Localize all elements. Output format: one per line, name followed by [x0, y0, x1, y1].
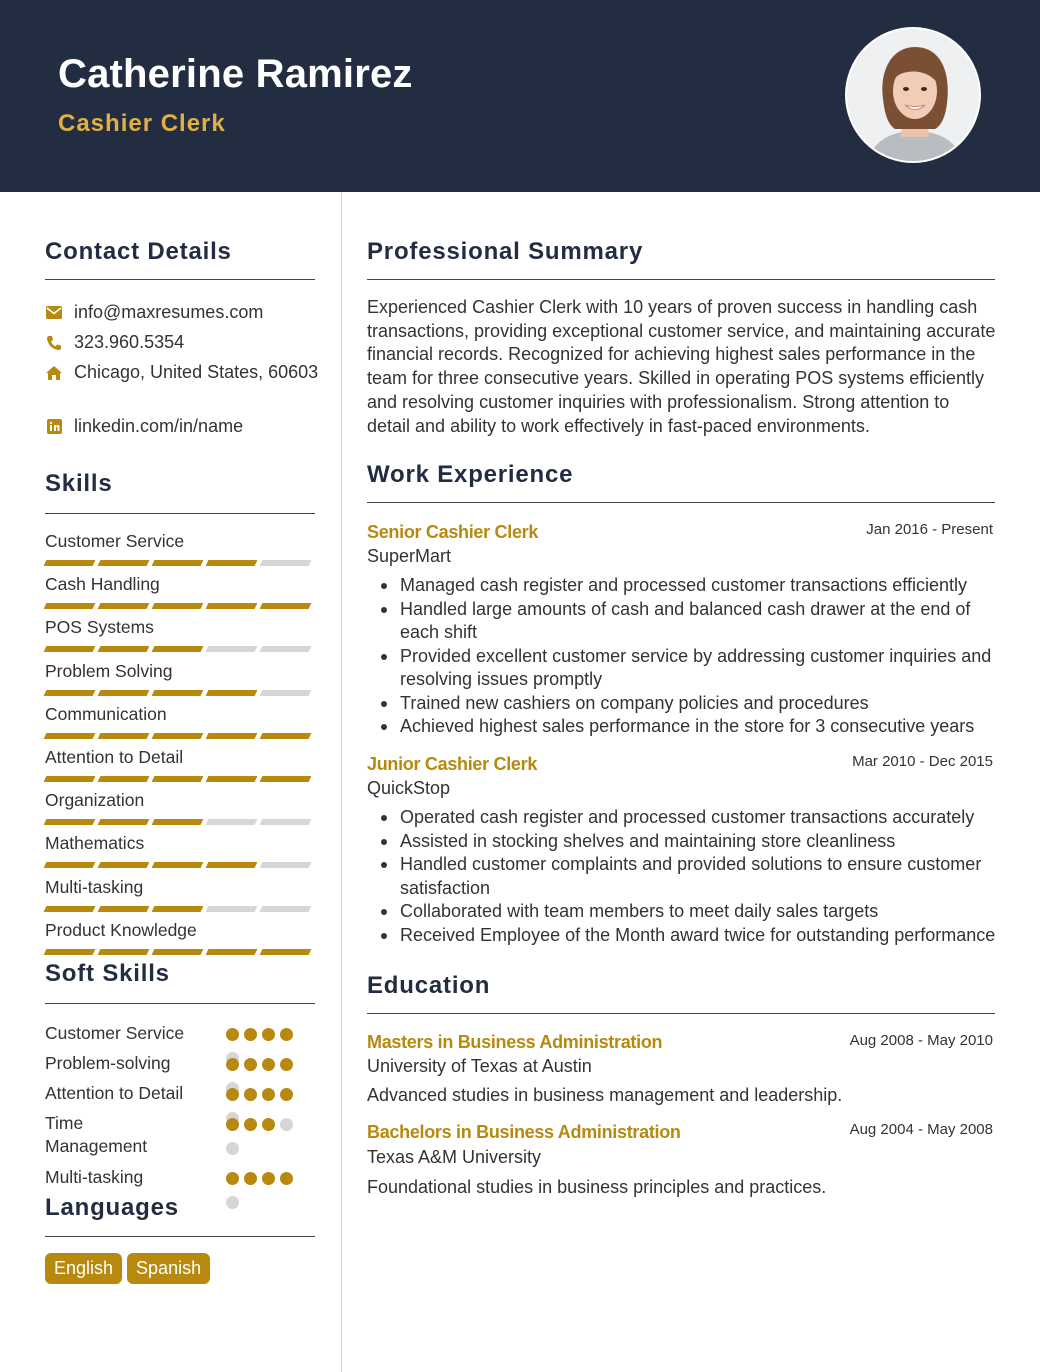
job-bullet: Trained new cashiers on company policies and procedures — [367, 692, 997, 716]
skill-level-segment — [98, 603, 150, 609]
skill-level-segment — [98, 776, 150, 782]
job-role: Senior Cashier Clerk — [367, 522, 539, 542]
skill-level-segment — [152, 560, 204, 566]
skill-level-segment — [152, 603, 204, 609]
job-bullet: Achieved highest sales performance in the store for 3 consecutive years — [367, 715, 997, 739]
skill-level-segment — [44, 733, 96, 739]
skill-item — [45, 920, 315, 955]
skill-level-segment — [152, 862, 204, 868]
skill-level-segment — [98, 690, 150, 696]
job-bullet: Operated cash register and processed customer transactions accurately — [367, 806, 997, 830]
skill-name: POS Systems — [45, 617, 154, 638]
skill-level-segment — [206, 646, 258, 652]
skill-level-segment — [44, 819, 96, 825]
degree-title: Masters in Business Administration — [367, 1032, 663, 1052]
degree-dates: Aug 2004 - May 2008 — [849, 1121, 993, 1138]
degree-description: Advanced studies in business management and leadership. — [367, 1085, 843, 1105]
job-bullet: Received Employee of the Month award twice for outstanding performance — [367, 924, 997, 948]
soft-skill-name: Problem-solving — [45, 1053, 171, 1073]
skill-item — [45, 617, 315, 652]
home-icon — [45, 364, 63, 382]
skill-item — [45, 574, 315, 609]
summary-text: Experienced Cashier Clerk with 10 years of proven success in handling cash transactions, providing exceptional customer service, and maintaining accurate financial records. Recognized for achieving highest sales performance in the team for three consecutive years. Skilled in operating POS systems efficiently and resolving customer inquiries with professionalism. Strong attention to detail and ability to work effectively in fast-paced environments. — [367, 297, 996, 436]
skill-level-segment — [260, 819, 312, 825]
skill-level-segment — [206, 949, 258, 955]
contact-email-text: info@maxresumes.com — [74, 302, 264, 322]
soft-skills-rule — [45, 1003, 315, 1004]
skill-level-bar — [45, 949, 315, 955]
school-name: Texas A&M University — [367, 1147, 542, 1167]
contact-rule — [45, 279, 315, 280]
skill-name: Cash Handling — [45, 574, 160, 595]
skill-level-segment — [152, 690, 204, 696]
skill-level-segment — [44, 862, 96, 868]
job-bullet: Managed cash register and processed customer transactions efficiently — [367, 574, 997, 598]
skill-name: Mathematics — [45, 833, 145, 854]
skill-level-segment — [260, 733, 312, 739]
rating-dot — [262, 1118, 275, 1131]
skill-name: Attention to Detail — [45, 747, 184, 767]
skill-level-segment — [44, 906, 96, 912]
skill-level-segment — [44, 603, 96, 609]
skill-level-segment — [152, 819, 204, 825]
rating-dot — [262, 1028, 275, 1041]
contact-address-text: Chicago, United States, 60603 — [74, 362, 319, 382]
skill-level-segment — [152, 733, 204, 739]
skill-level-segment — [98, 906, 150, 912]
skill-level-segment — [260, 560, 312, 566]
skill-level-segment — [98, 733, 150, 739]
skill-level-segment — [44, 776, 96, 782]
contact-address — [45, 362, 318, 383]
rating-dot — [280, 1172, 293, 1185]
skill-level-segment — [152, 646, 204, 652]
contact-email[interactable] — [45, 302, 263, 323]
skill-item — [45, 877, 315, 912]
contact-phone-text: 323.960.5354 — [74, 332, 185, 352]
rating-dot — [280, 1028, 293, 1041]
skill-level-bar — [45, 646, 315, 652]
soft-skill-name: Time Management — [45, 1113, 148, 1156]
skill-level-segment — [206, 603, 258, 609]
skill-level-segment — [98, 862, 150, 868]
contact-linkedin[interactable] — [45, 416, 243, 437]
language-badges — [45, 1253, 215, 1284]
skill-level-segment — [206, 862, 258, 868]
profile-photo — [845, 27, 981, 163]
education-heading: Education — [367, 972, 491, 999]
skill-level-segment — [206, 690, 258, 696]
language-badge: Spanish — [127, 1253, 210, 1284]
job-company: SuperMart — [367, 546, 452, 566]
envelope-icon — [45, 304, 63, 322]
candidate-title: Cashier Clerk — [58, 110, 226, 137]
rating-dot — [226, 1088, 239, 1101]
rating-dot — [262, 1058, 275, 1071]
skill-item — [45, 531, 315, 566]
contact-heading: Contact Details — [45, 238, 232, 265]
skill-item — [45, 661, 315, 696]
skill-level-segment — [44, 949, 96, 955]
school-name: University of Texas at Austin — [367, 1056, 592, 1076]
degree-title: Bachelors in Business Administration — [367, 1122, 681, 1142]
skill-level-segment — [206, 776, 258, 782]
job-bullet: Handled large amounts of cash and balanced cash drawer at the end of each shift — [367, 598, 997, 645]
soft-skills-heading: Soft Skills — [45, 960, 170, 987]
skill-level-segment — [44, 560, 96, 566]
rating-dot — [280, 1058, 293, 1071]
job-dates: Jan 2016 - Present — [866, 521, 993, 538]
job-role: Junior Cashier Clerk — [367, 754, 538, 774]
rating-dot — [226, 1118, 239, 1131]
skill-level-bar — [45, 690, 315, 696]
soft-skill-name: Customer Service — [45, 1023, 185, 1043]
rating-dot — [262, 1088, 275, 1101]
skill-level-bar — [45, 776, 315, 782]
skill-level-segment — [152, 906, 204, 912]
rating-dot — [280, 1088, 293, 1101]
skill-level-segment — [44, 690, 96, 696]
skill-level-bar — [45, 733, 315, 739]
degree-description: Foundational studies in business principles and practices. — [367, 1177, 827, 1197]
rating-dot — [262, 1172, 275, 1185]
rating-dot — [244, 1088, 257, 1101]
phone-icon — [45, 334, 63, 352]
skill-level-segment — [206, 560, 258, 566]
skill-item — [45, 790, 315, 825]
contact-linkedin-text: linkedin.com/in/name — [74, 416, 244, 436]
experience-rule — [367, 502, 995, 503]
candidate-name: Catherine Ramirez — [58, 52, 413, 96]
skill-level-segment — [206, 733, 258, 739]
column-divider — [341, 192, 342, 1372]
degree-dates: Aug 2008 - May 2010 — [849, 1032, 993, 1049]
skill-item — [45, 747, 315, 782]
job-bullet: Handled customer complaints and provided solutions to ensure customer satisfaction — [367, 853, 997, 900]
profile-portrait-icon — [847, 29, 981, 163]
language-badge: English — [45, 1253, 122, 1284]
skill-name: Product Knowledge — [45, 919, 197, 940]
skills-heading: Skills — [45, 470, 113, 497]
job-bullet: Collaborated with team members to meet daily sales targets — [367, 900, 997, 924]
rating-dot — [244, 1172, 257, 1185]
soft-skill-name: Attention to Detail — [45, 1083, 184, 1103]
job-company: QuickStop — [367, 778, 451, 798]
skill-name: Organization — [45, 790, 145, 811]
skill-level-segment — [206, 906, 258, 912]
languages-heading: Languages — [45, 1194, 179, 1221]
skill-level-segment — [98, 646, 150, 652]
education-rule — [367, 1013, 995, 1014]
rating-dot — [226, 1142, 239, 1155]
skill-level-segment — [98, 949, 150, 955]
job-bullet: Assisted in stocking shelves and maintaining store cleanliness — [367, 830, 997, 854]
skill-level-segment — [98, 819, 150, 825]
skill-level-segment — [152, 949, 204, 955]
job-dates: Mar 2010 - Dec 2015 — [852, 753, 993, 770]
job-bullets — [367, 806, 997, 947]
skill-level-segment — [206, 819, 258, 825]
rating-dot — [226, 1196, 239, 1209]
job-bullet: Provided excellent customer service by addressing customer inquiries and resolving issues promptly — [367, 645, 997, 692]
skill-level-bar — [45, 560, 315, 566]
skill-level-segment — [260, 776, 312, 782]
skill-level-segment — [98, 560, 150, 566]
contact-phone[interactable] — [45, 332, 184, 353]
skill-item — [45, 833, 315, 868]
rating-dot — [226, 1028, 239, 1041]
skill-level-segment — [260, 603, 312, 609]
skill-name: Problem Solving — [45, 660, 173, 681]
rating-dot — [226, 1058, 239, 1071]
skill-level-bar — [45, 819, 315, 825]
rating-dot — [226, 1172, 239, 1185]
rating-dot — [244, 1028, 257, 1041]
skill-name: Communication — [45, 703, 167, 724]
rating-dot — [244, 1058, 257, 1071]
resume-header — [0, 0, 1040, 192]
rating-dot — [244, 1118, 257, 1131]
skill-level-bar — [45, 906, 315, 912]
summary-heading: Professional Summary — [367, 238, 644, 265]
summary-rule — [367, 279, 995, 280]
skill-level-segment — [260, 862, 312, 868]
skill-name: Multi-tasking — [45, 876, 144, 897]
experience-heading: Work Experience — [367, 461, 574, 488]
skill-level-segment — [260, 906, 312, 912]
job-bullets — [367, 574, 997, 739]
skill-level-bar — [45, 603, 315, 609]
skill-level-segment — [260, 690, 312, 696]
skill-level-segment — [260, 949, 312, 955]
skill-level-bar — [45, 862, 315, 868]
skill-item — [45, 704, 315, 739]
soft-skill-name: Multi-tasking — [45, 1167, 144, 1187]
skills-rule — [45, 513, 315, 514]
linkedin-icon — [45, 418, 63, 436]
skill-level-segment — [152, 776, 204, 782]
languages-rule — [45, 1236, 315, 1237]
skill-level-segment — [44, 646, 96, 652]
skill-level-segment — [260, 646, 312, 652]
skill-name: Customer Service — [45, 531, 185, 551]
rating-dot — [280, 1118, 293, 1131]
